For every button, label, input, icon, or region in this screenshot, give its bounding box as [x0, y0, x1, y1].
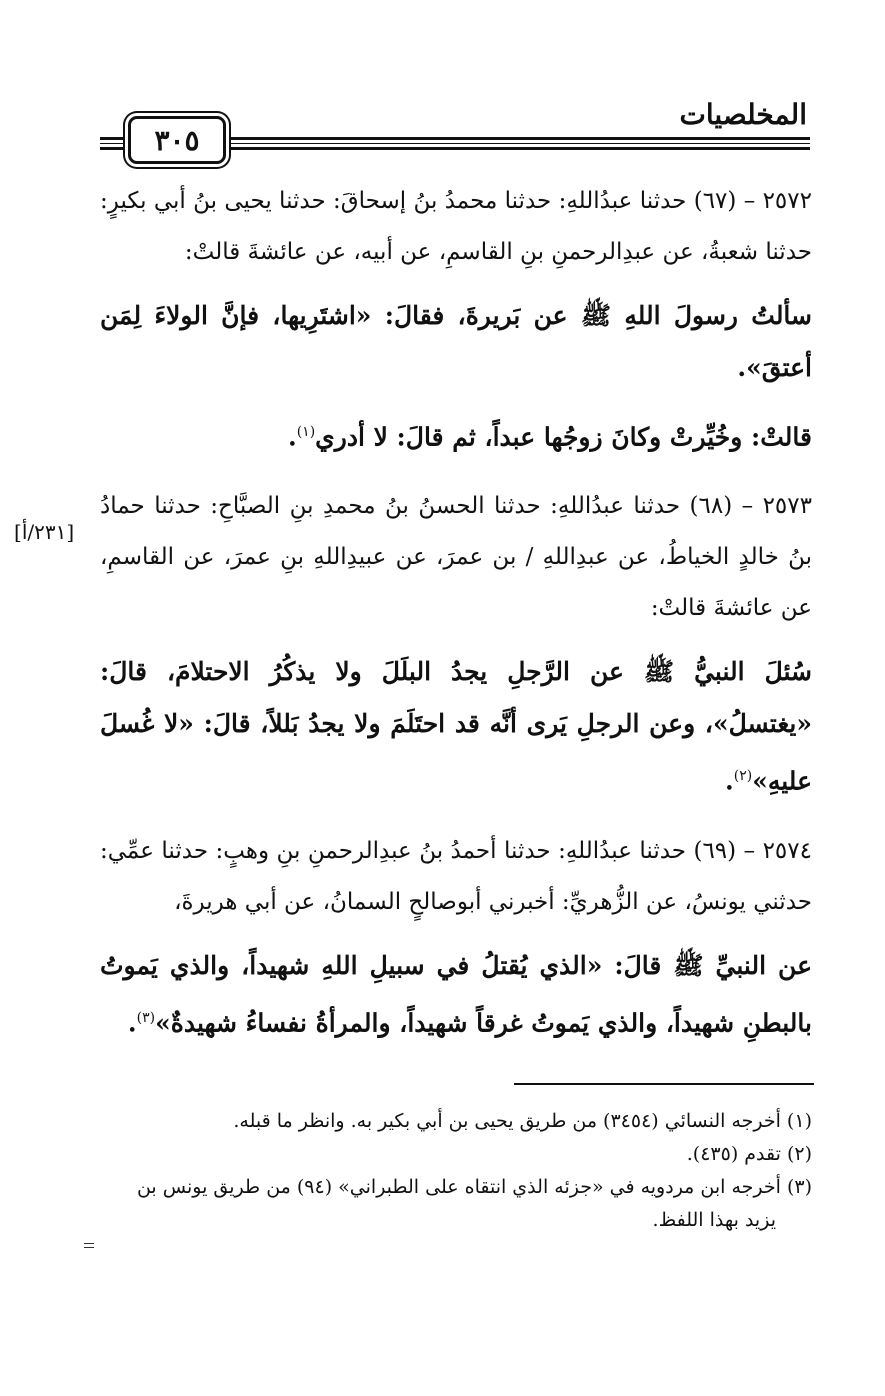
hadith-chain: ٢٥٧٣ – (٦٨) حدثنا عبدُاللهِ: حدثنا الحسنُ بنُ محمدِ بنِ الصبَّاحِ: حدثنا حمادُ بنُ خالدٍ الخياطُ، عن عبدِاللهِ / بن عمرَ، عن عبيدِاللهِ بنِ عمرَ، عن القاسمِ، عن عائشةَ قالتْ: — [100, 493, 812, 622]
hadith-text-end: . — [127, 1007, 137, 1037]
hadith-chain: ٢٥٧٢ – (٦٧) حدثنا عبدُاللهِ: حدثنا محمدُ بنُ إسحاقَ: حدثنا يحيى بنُ أبي بكيرٍ: حدثنا شعبةُ، عن عبدِالرحمنِ بنِ القاسمِ، عن أبيه، عن عائشةَ قالتْ: — [100, 188, 812, 265]
page-number — [128, 116, 226, 164]
footnote: (١) أخرجه النسائي (٣٤٥٤) من طريق يحيى بن أبي بكير به. وانظر ما قبله. — [233, 1110, 812, 1132]
footnote-continuation: يزيد بهذا اللفظ. — [652, 1209, 776, 1231]
footnote-ref: (٢) — [733, 768, 753, 785]
hadith-text-end: . — [725, 766, 734, 796]
hadith-text — [100, 406, 812, 463]
manuscript-folio-note: [٢٣١/أ] — [14, 520, 75, 544]
footnote: (٣) أخرجه ابن مردويه في «جزئه الذي انتقاه على الطبراني» (٩٤) من طريق يونس بن — [136, 1176, 812, 1198]
hadith-text-body: سُئلَ النبيُّ ﷺ عن الرَّجلِ يجدُ البلَلَ ولا يذكُرُ الاحتلامَ، قالَ: «يغتسلُ»، وعن الرجلِ يَرى أنَّه قد احتَلَمَ ولا يجدُ بَللاً، قالَ: «لا غُسلَ عليهِ» — [100, 657, 812, 796]
hadith-text-end: . — [287, 422, 297, 452]
hadith-text: سألتُ رسولَ اللهِ ﷺ عن بَريرةَ، فقالَ: «اشتَرِيها، فإنَّ الولاءَ لِمَن أعتقَ». — [100, 301, 812, 382]
hadith-chain: ٢٥٧٤ – (٦٩) حدثنا عبدُاللهِ: حدثنا أحمدُ بنُ عبدِالرحمنِ بنِ وهبٍ: حدثنا عمِّي: حدثني يونسُ، عن الزُّهريِّ: أخبرني أبوصالحٍ السمانُ، عن أبي هريرةَ، — [100, 837, 812, 915]
hadith-text — [100, 940, 812, 1049]
footnotes — [100, 1105, 812, 1237]
hadith-text-body: قالتْ: وخُيِّرتْ وكانَ زوجُها عبداً، ثم قالَ: لا أدري — [315, 422, 812, 452]
page-number-text: ٣٠٥ — [154, 123, 200, 157]
print-mark — [84, 1243, 94, 1251]
main-text — [100, 176, 812, 1049]
hadith-text — [100, 646, 812, 807]
footnote: (٢) تقدم (٤٣٥). — [686, 1143, 812, 1165]
hadith-text-body: عن النبيِّ ﷺ قالَ: «الذي يُقتلُ في سبيلِ اللهِ شهيداً، والذي يَموتُ بالبطنِ شهيداً، والذي يَموتُ غرقاً شهيداً، والمرأةُ نفساءُ شهيدةٌ» — [100, 950, 812, 1037]
footnote-ref: (٣) — [136, 1009, 156, 1026]
footnote-separator — [514, 1083, 814, 1085]
footnote-ref: (١) — [296, 424, 316, 440]
running-header-title: المخلصيات — [679, 98, 807, 131]
